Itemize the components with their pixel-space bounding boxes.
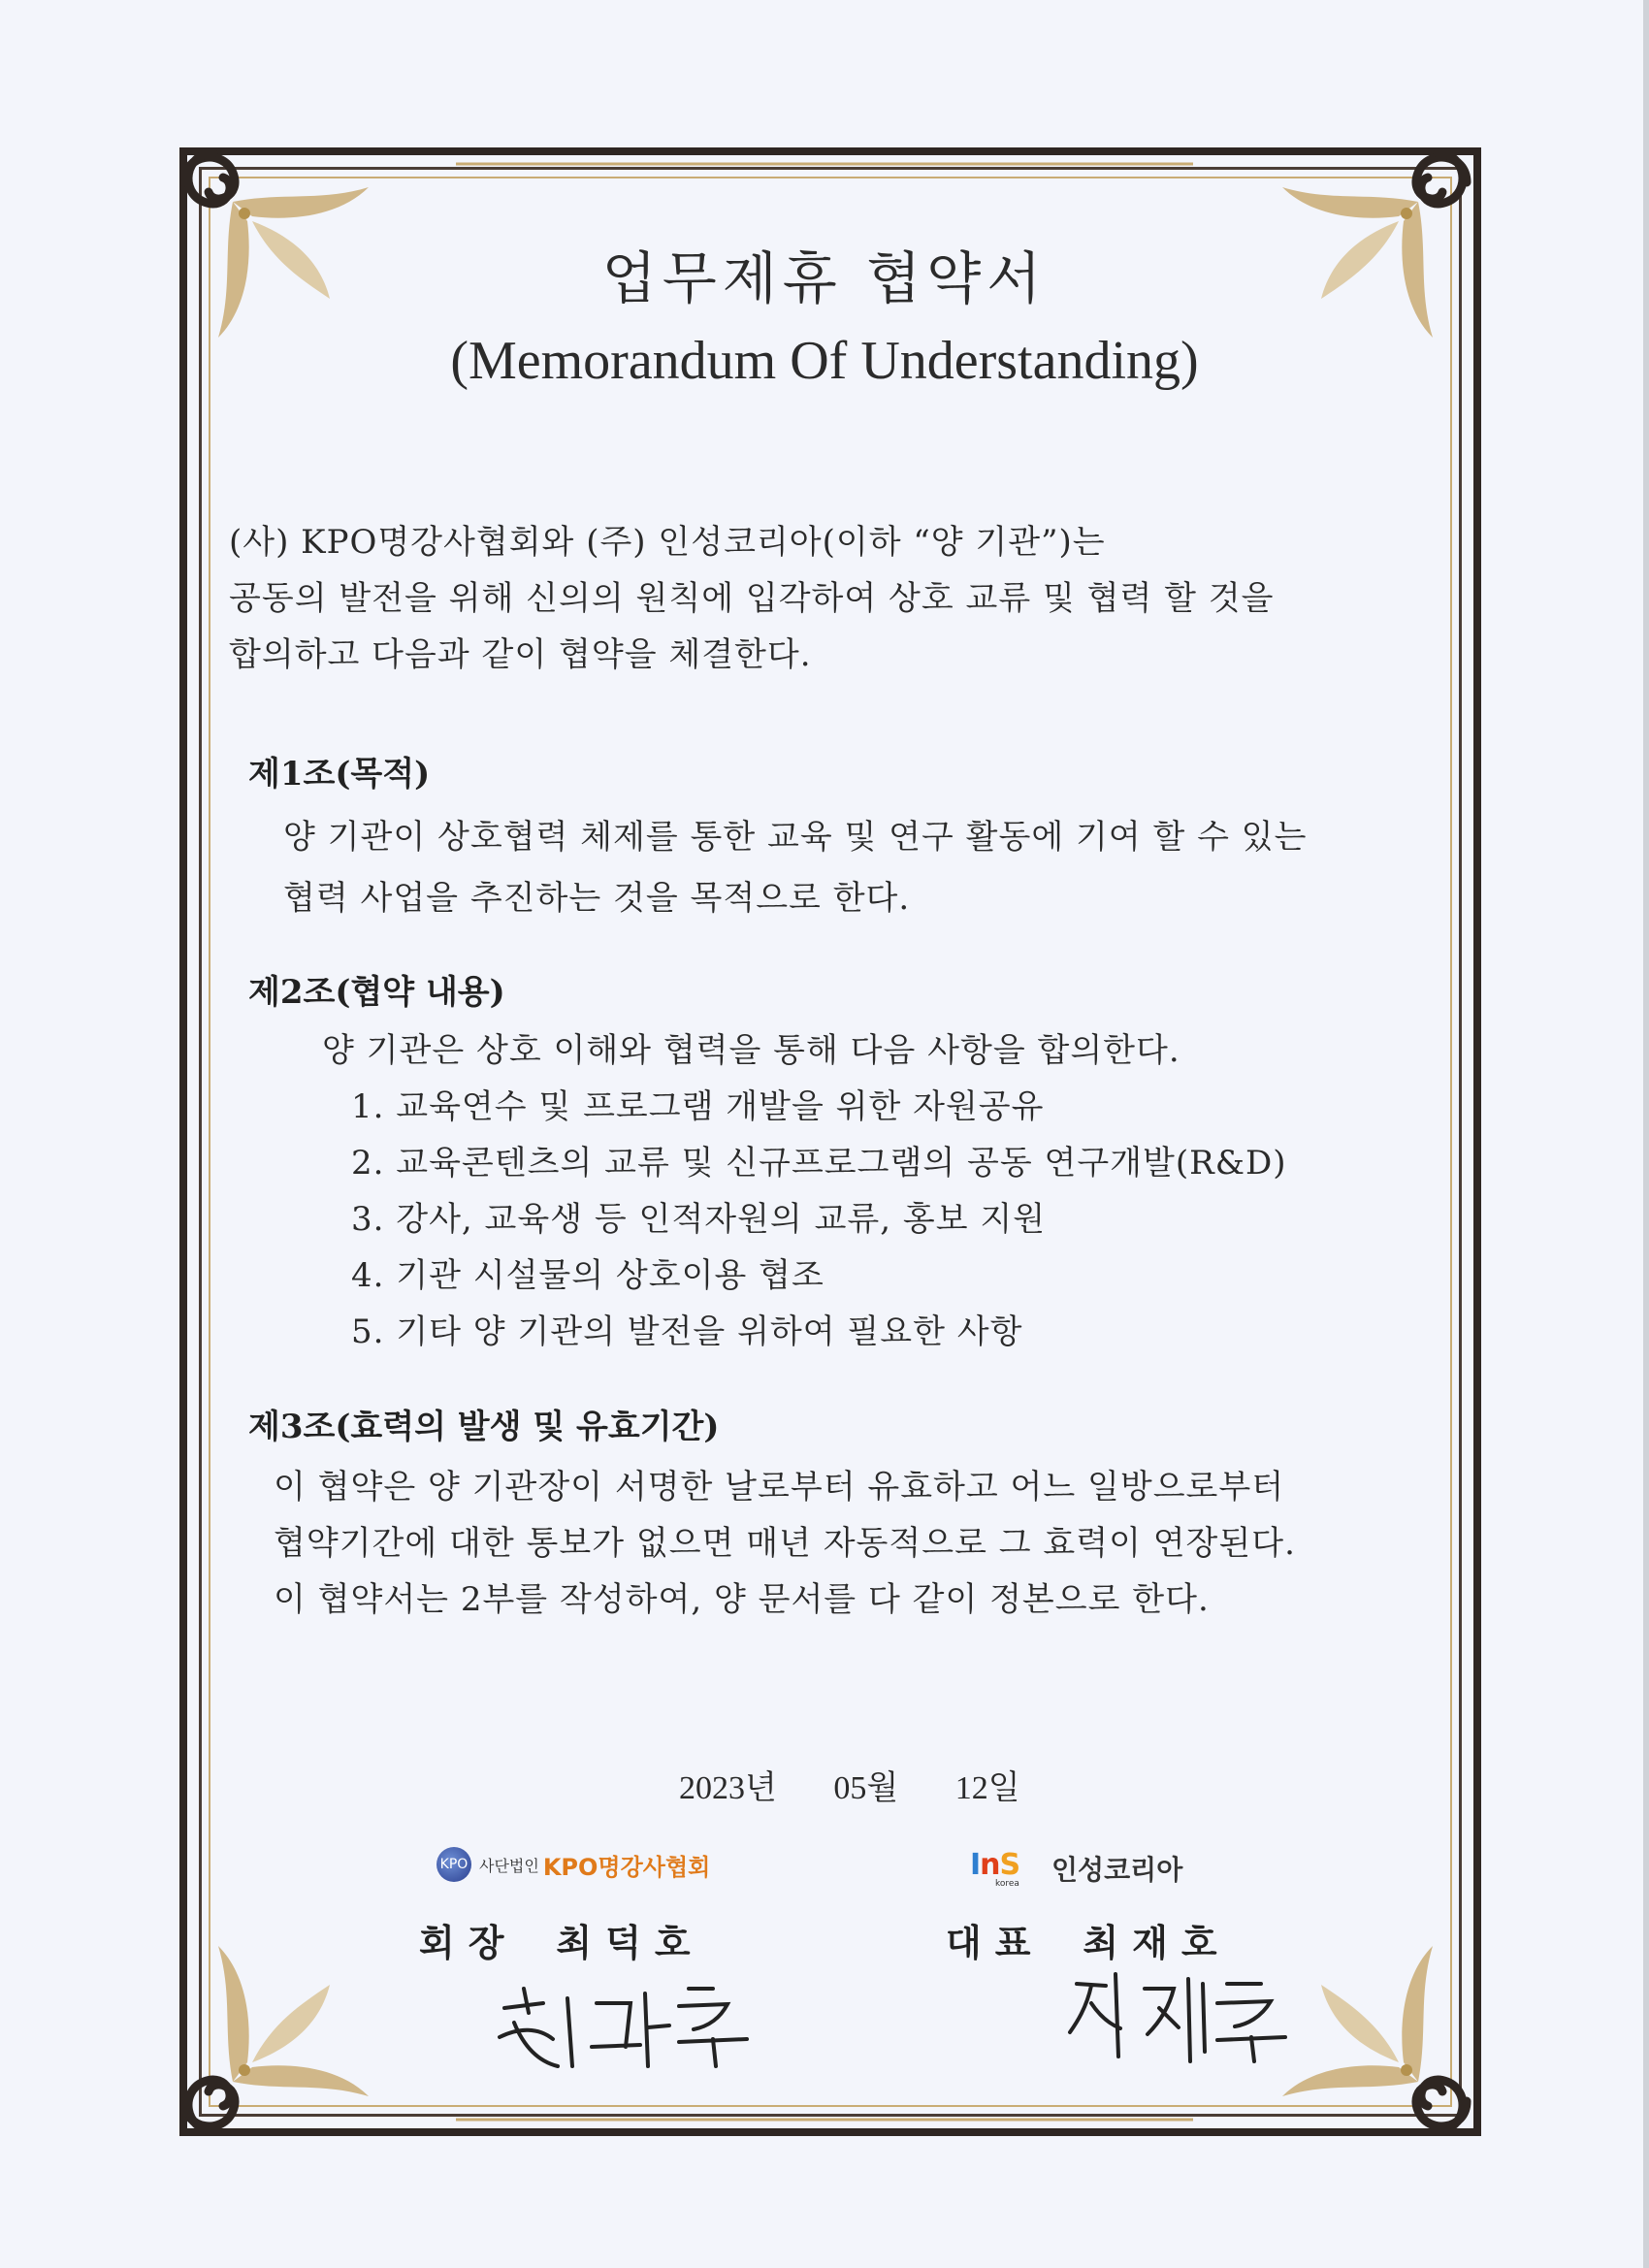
ins-logo-icon	[970, 1848, 1042, 1889]
kpo-org-prefix: 사단법인	[479, 1856, 539, 1875]
kpo-org-logo	[436, 1847, 710, 1882]
intro-line: 공동의 발전을 위해 신의의 원칙에 입각하여 상호 교류 및 협력 할 것을	[229, 579, 1275, 618]
left-signature	[485, 1969, 766, 2076]
article-1-title: 제1조(목적)	[248, 755, 431, 794]
right-signatory-title	[946, 1913, 1231, 1966]
article-2-item: 4. 기관 시설물의 상호이용 협조	[351, 1256, 824, 1295]
corner-ornament-icon	[175, 1897, 417, 2140]
right-signature	[1062, 1964, 1295, 2071]
right-name: 최재호	[1083, 1922, 1231, 1964]
article-3-line: 협약기간에 대한 통보가 없으면 매년 자동적으로 그 효력이 연장된다.	[274, 1524, 1296, 1563]
ins-org-logo	[970, 1848, 1182, 1889]
article-2-item: 2. 교육콘텐츠의 교류 및 신규프로그램의 공동 연구개발(R&D)	[351, 1144, 1287, 1183]
left-role: 회장	[419, 1922, 518, 1964]
ins-logo-word: InS	[970, 1848, 1020, 1882]
article-3-line: 이 협약서는 2부를 작성하여, 양 문서를 다 같이 정본으로 한다.	[274, 1580, 1210, 1619]
date-month: 05월	[833, 1770, 899, 1806]
article-2-item: 5. 기타 양 기관의 발전을 위하여 필요한 사항	[351, 1312, 1023, 1351]
ins-logo-sub: korea	[995, 1879, 1019, 1889]
date-year: 2023년	[679, 1770, 777, 1806]
intro-paragraph	[229, 514, 1432, 683]
article-1-line: 협력 사업을 추진하는 것을 목적으로 한다.	[283, 879, 911, 918]
document-subtitle: (Memorandum Of Understanding)	[450, 331, 1199, 391]
intro-line: (사) KPO명강사협회와 (주) 인성코리아(이하 “양 기관”)는	[229, 523, 1106, 562]
article-1-line: 양 기관이 상호협력 체제를 통한 교육 및 연구 활동에 기여 할 수 있는	[283, 818, 1308, 857]
article-3-line: 이 협약은 양 기관장이 서명한 날로부터 유효하고 어느 일방으로부터	[274, 1468, 1285, 1507]
top-edge-ornament	[456, 155, 1193, 173]
kpo-org-name: KPO명강사협회	[542, 1853, 711, 1881]
article-3-title: 제3조(효력의 발생 및 유효기간)	[248, 1408, 720, 1446]
intro-line: 합의하고 다음과 같이 협약을 체결한다.	[229, 635, 812, 674]
signing-date	[679, 1761, 1069, 1808]
article-2-item: 3. 강사, 교육생 등 인적자원의 교류, 홍보 지원	[351, 1200, 1047, 1239]
left-signatory-title	[419, 1913, 704, 1966]
bottom-edge-ornament	[456, 2111, 1193, 2128]
article-2-title: 제2조(협약 내용)	[248, 973, 505, 1012]
left-name: 최덕호	[556, 1922, 704, 1964]
article-2-item: 1. 교육연수 및 프로그램 개발을 위한 자원공유	[351, 1087, 1045, 1126]
right-role: 대표	[946, 1922, 1045, 1964]
document-title: 업무제휴 협약서	[601, 245, 1048, 311]
kpo-logo-icon: KPO	[436, 1847, 471, 1882]
date-day: 12일	[954, 1770, 1020, 1806]
article-2-lead: 양 기관은 상호 이해와 협력을 통해 다음 사항을 합의한다.	[322, 1031, 1180, 1070]
ins-org-name: 인성코리아	[1051, 1854, 1183, 1886]
